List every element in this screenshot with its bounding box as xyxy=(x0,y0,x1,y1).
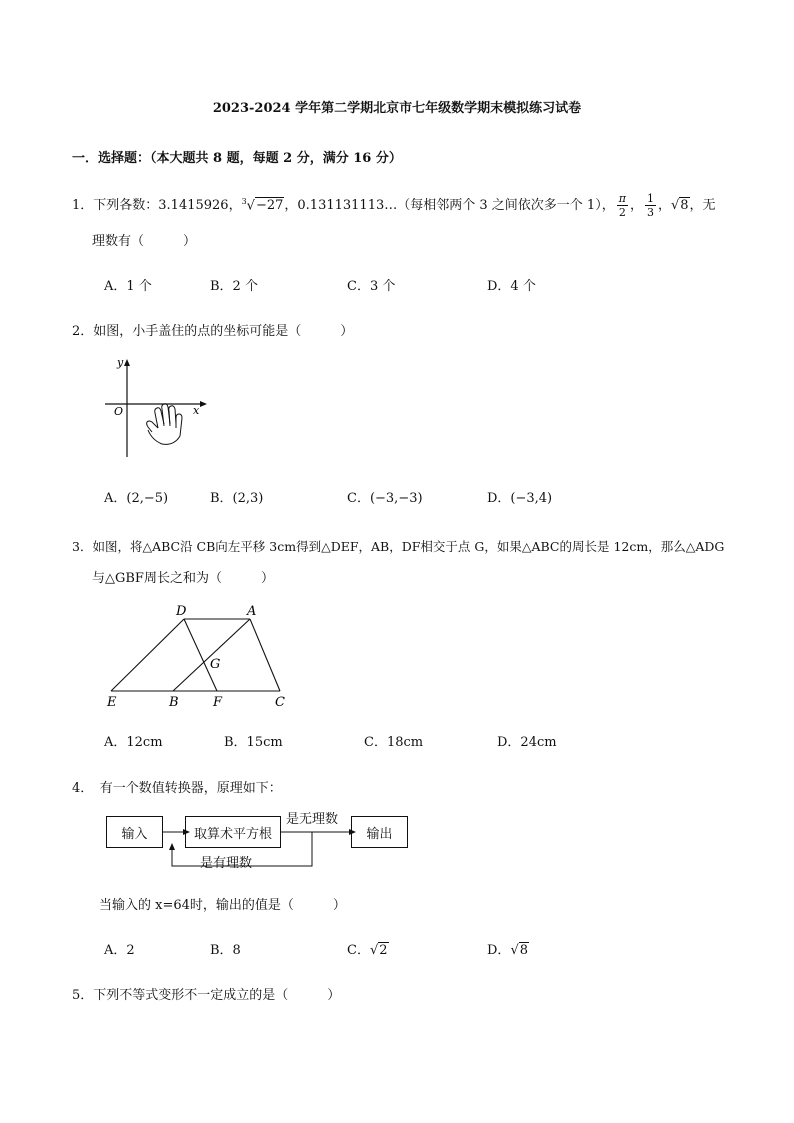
question-2: 2．如图，小手盖住的点的坐标可能是（ ） xyxy=(72,324,354,339)
q4-question: 当输入的 x=64时，输出的值是（ ） xyxy=(99,898,346,913)
q3-option-c[interactable]: C．18cm xyxy=(364,735,424,750)
q1-frac2-den: 3 xyxy=(646,206,654,219)
q3-label-A: A xyxy=(247,604,257,619)
q1-sep2: ， xyxy=(657,198,671,213)
q3-label-E: E xyxy=(107,695,117,710)
q1-line2: 理数有（ ） xyxy=(92,234,197,249)
q2-option-a[interactable]: A．(2,−5) xyxy=(104,491,169,506)
q2-x-label: x xyxy=(193,404,200,417)
q1-frac1-num: π xyxy=(618,192,626,205)
q1-option-c[interactable]: C．3 个 xyxy=(347,279,396,294)
q4-option-d-label: D． xyxy=(487,943,511,958)
q3-option-a[interactable]: A．12cm xyxy=(104,735,163,750)
q3-segment-DE xyxy=(111,619,184,691)
q1-prefix: 1．下列各数：3.1415926， xyxy=(72,198,242,213)
q1-cube-root: $^3$√−27 xyxy=(241,196,284,213)
q1-frac2-num: 1 xyxy=(646,192,654,205)
question-1 xyxy=(72,192,716,219)
q1-sqrt-radicand: 8 xyxy=(680,198,689,213)
q4-option-d[interactable] xyxy=(487,939,529,958)
q1-sep1: ， xyxy=(629,198,643,213)
page-title: 2023-2024 学年第二学期北京市七年级数学期末模拟练习试卷 xyxy=(212,101,582,116)
q4-option-d-sqrt: √8 xyxy=(510,943,529,958)
flow-label-rational: 是有理数 xyxy=(200,856,253,871)
q2-origin-label: O xyxy=(114,405,124,418)
hand-icon xyxy=(147,404,182,445)
q3-segment-AC xyxy=(250,619,280,691)
q3-label-G: G xyxy=(210,657,221,672)
flow-sqrt-box: 取算术平方根 xyxy=(185,816,281,848)
q1-option-a[interactable]: A．1 个 xyxy=(104,279,152,294)
q4-option-c[interactable] xyxy=(347,939,389,958)
q2-option-c[interactable]: C．(−3,−3) xyxy=(347,491,423,506)
question-4: 4． 有一个数值转换器，原理如下： xyxy=(72,781,282,796)
question-5: 5．下列不等式变形不一定成立的是（ ） xyxy=(72,988,341,1003)
question-3-line2: 与△GBF周长之和为（ ） xyxy=(92,571,274,586)
q4-option-c-radicand: 2 xyxy=(379,943,388,958)
q3-translation-figure xyxy=(100,600,300,712)
q1-sqrt-8: √8 xyxy=(670,198,689,213)
section-heading: 一．选择题：（本大题共 8 题，每题 2 分，满分 16 分） xyxy=(72,151,402,166)
flow-input-box: 输入 xyxy=(106,816,163,848)
q4-option-b[interactable]: B．8 xyxy=(210,943,241,958)
q3-label-B: B xyxy=(169,695,179,710)
flow-output-box: 输出 xyxy=(351,816,408,848)
q1-mid: ，0.131131113…（每相邻两个 3 之间依次多一个 1）， xyxy=(284,198,615,213)
q1-fraction-1-3 xyxy=(645,192,656,219)
q1-cbrt-radicand: −27 xyxy=(255,198,284,213)
q2-y-arrow xyxy=(124,359,130,366)
q1-option-d[interactable]: D．4 个 xyxy=(487,279,536,294)
q2-option-d[interactable]: D．(−3,4) xyxy=(487,491,553,506)
q2-option-b[interactable]: B．(2,3) xyxy=(210,491,264,506)
q1-fraction-pi-2 xyxy=(617,192,628,219)
q3-label-F: F xyxy=(213,695,223,710)
q1-option-b[interactable]: B．2 个 xyxy=(210,279,258,294)
flow-arrows xyxy=(100,805,420,875)
q2-y-label: y xyxy=(117,356,124,369)
q2-coordinate-figure xyxy=(100,352,210,464)
q3-option-d[interactable]: D．24cm xyxy=(497,735,557,750)
q4-option-c-label: C． xyxy=(347,943,370,958)
q1-suffix: ，无 xyxy=(689,198,716,213)
q3-option-b[interactable]: B．15cm xyxy=(224,735,283,750)
q1-frac1-den: 2 xyxy=(618,206,626,219)
q4-option-d-radicand: 8 xyxy=(519,943,529,958)
q4-option-a[interactable]: A．2 xyxy=(104,943,135,958)
q3-label-C: C xyxy=(275,695,285,710)
q4-option-c-sqrt: √2 xyxy=(369,943,388,958)
q3-label-D: D xyxy=(176,604,187,619)
q1-cbrt-index: 3 xyxy=(241,196,247,206)
flow-label-irrational: 是无理数 xyxy=(286,812,339,827)
q2-x-arrow xyxy=(200,401,207,407)
question-3-line1: 3．如图，将△ABC沿 CB向左平移 3cm得到△DEF，AB，DF相交于点 G，如果△ABC的周长是 12cm，那么△ADG xyxy=(72,539,725,554)
